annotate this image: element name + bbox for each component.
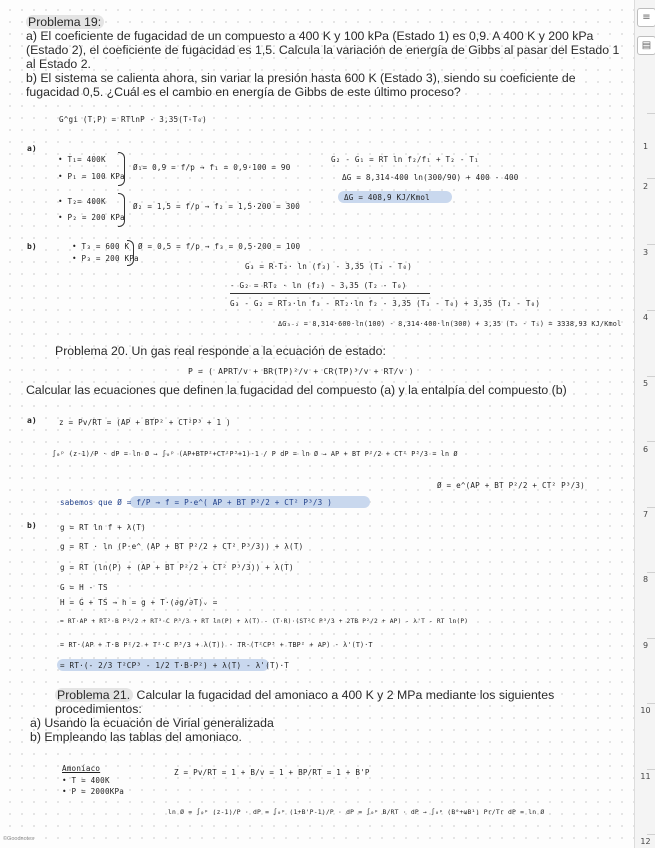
page-number-7[interactable]: 7 bbox=[642, 510, 649, 519]
hand-p1: • P₁ = 100 KPa bbox=[58, 172, 125, 181]
hand-gibbs-formula: G^gi (T,P) = RTlnP - 3,35(T-T₀) bbox=[59, 115, 207, 124]
hand-label-20b: b) bbox=[27, 521, 37, 530]
page-divider bbox=[647, 834, 655, 835]
hand-result-19b: ΔG₃₋₂ = 8,314·600·ln(100) - 8,314·400·ln(300) + 3,35 (T₂ - T₃) = 3338,93 KJ/Kmol bbox=[278, 320, 622, 328]
page-number-10[interactable]: 10 bbox=[640, 706, 651, 715]
hand-g-h-ts: G = H - TS bbox=[60, 583, 108, 592]
page-divider bbox=[647, 507, 655, 508]
hand-g3: G₃ = R·T₃· ln (f₃) - 3,35 (T₃ - T₀) bbox=[245, 262, 413, 271]
hand-g-def: g = RT ln f + λ(T) bbox=[60, 523, 146, 532]
hand-p3: • P₃ = 200 KPa bbox=[72, 254, 139, 263]
hand-deltaG-substitution: ΔG = 8,314·400 ln(300/90) + 400 - 400 bbox=[342, 173, 519, 182]
hand-phi3: Ø = 0,5 = f/p → f₃ = 0,5·200 = 100 bbox=[138, 242, 301, 251]
hand-label-a: a) bbox=[27, 144, 37, 153]
footer-watermark: ©Goodnotes bbox=[3, 836, 34, 842]
problem-21-part-b: b) Empleando las tablas del amoniaco. bbox=[30, 730, 242, 744]
problem-19-title: Problema 19: bbox=[26, 15, 104, 29]
page-divider bbox=[647, 113, 655, 114]
problem-21-part-a: a) Usando la ecuación de Virial generalizada bbox=[30, 716, 274, 730]
page-divider bbox=[647, 376, 655, 377]
hand-g2: - G₂ = RT₂ · ln (f₂) - 3,35 (T₂ - T₀) bbox=[230, 281, 407, 290]
document-icon[interactable]: ▤ bbox=[637, 36, 655, 55]
page-divider bbox=[647, 310, 655, 311]
hand-g3-minus-g2: G₃ - G₂ = RT₃·ln f₃ - RT₂·ln f₂ - 3,35 (T₃ - T₀) + 3,35 (T₂ - T₀) bbox=[230, 299, 541, 308]
page-number-4[interactable]: 4 bbox=[642, 313, 649, 322]
hand-phi2: Ø₂ = 1,5 = f/p → f₂ = 1,5·200 = 300 bbox=[133, 202, 301, 211]
hand-h-def: H = G + TS → h = g + T·(∂g/∂T)ᵥ = bbox=[60, 598, 218, 607]
hand-label-b: b) bbox=[27, 242, 37, 251]
hand-z-eq: z = Pv/RT = (AP + BTP² + CT²P³ + 1 ) bbox=[59, 418, 231, 427]
page-number-8[interactable]: 8 bbox=[642, 575, 649, 584]
hand-t1: • T₁= 400K bbox=[58, 155, 106, 164]
hand-p-2000: • P = 2000KPa bbox=[62, 787, 125, 796]
hand-result-19a: ΔG = 408,9 KJ/Kmol bbox=[344, 193, 430, 202]
problem-20-equation: P = ( APRT/v + BR(TP)²/v + CR(TP)³/v + RT/v ) bbox=[188, 367, 414, 376]
page-number-12[interactable]: 12 bbox=[640, 837, 651, 846]
hand-deltaG-formula: G₂ - G₁ = RT ln f₂/f₁ + T₂ - T₁ bbox=[331, 155, 479, 164]
problem-21-statement bbox=[26, 688, 626, 744]
page-number-5[interactable]: 5 bbox=[642, 379, 649, 388]
problem-20-title: Problema 20. Un gas real responde a la ecuación de estado: bbox=[55, 344, 386, 358]
problem-19-part-a: a) El coeficiente de fugacidad de un compuesto a 400 K y 100 kPa (Estado 1) es 0,9. A 400 K y 200 kPa (Estado 2), el coeficiente de fugacidad es 1,5. Calcula la variación de energía de Gibbs al pasar del Estado 1 al Estado 2. bbox=[26, 29, 620, 71]
hand-result-20a: sabemos que Ø = f/P → f = P·e^( AP + BT P²/2 + CT² P³/3 ) bbox=[60, 498, 332, 507]
hand-t-400: • T = 400K bbox=[62, 776, 110, 785]
page-divider bbox=[647, 441, 655, 442]
hand-p2: • P₂ = 200 KPa bbox=[58, 213, 125, 222]
page-divider bbox=[647, 572, 655, 573]
hand-h-simplified: = RT·(AP + T·B P²/2 + T²·C P³/3 + λ(T)) - TR·(T²CP³ + TBP² + AP) - λ'(T)·T bbox=[60, 641, 373, 649]
page-number-1[interactable]: 1 bbox=[642, 142, 649, 151]
brace-1 bbox=[118, 152, 125, 186]
problem-21-text: Calcular la fugacidad del amoniaco a 400 K y 2 MPa mediante los siguientes procedimientos: bbox=[55, 688, 555, 716]
hand-lnphi-virial: ln Ø = ∫₀ᵖ (z-1)/P · dP = ∫₀ᵖ (1+B'P-1)/P · dP = ∫₀ᵖ B/RT · dP → ∫₀ᵖ (B⁰+ωB¹) Pr/Tr dP = ln Ø bbox=[168, 808, 545, 816]
page-number-11[interactable]: 11 bbox=[640, 772, 651, 781]
problem-20-statement bbox=[26, 344, 626, 358]
hand-result-20b: = RT·(- 2/3 T²CP³ - 1/2 T·B·P²) + λ(T) - λ'(T)·T bbox=[60, 661, 290, 670]
page-thumbnail-rail[interactable] bbox=[634, 0, 655, 848]
hand-phi-exp: Ø = e^(AP + BT P²/2 + CT² P³/3) bbox=[437, 481, 585, 490]
hand-lnphi-integral: ∫₀ᵖ (z-1)/P · dP = ln Ø → ∫₀ᵖ (AP+BTP²+CT²P³+1)-1 / P dP = ln Ø → AP + BT P²/2 + CT² P³/3 = ln Ø bbox=[52, 450, 458, 458]
brace-2 bbox=[118, 193, 125, 227]
page-divider bbox=[647, 638, 655, 639]
hand-label-20a: a) bbox=[27, 416, 37, 425]
page-divider bbox=[647, 244, 655, 245]
page-number-9[interactable]: 9 bbox=[642, 641, 649, 650]
page-number-6[interactable]: 6 bbox=[642, 445, 649, 454]
problem-21-title: Problema 21. bbox=[55, 688, 133, 702]
hand-h-expanded: = RT·AP + RT²·B P²/2 + RT³·C P³/3 + RT ln(P) + λ(T) - (T·R)·(ST²C P³/3 + 2TB P²/2 + AP) - λ'T - RT ln(P) bbox=[60, 618, 469, 625]
hand-g-sub: g = RT · ln (P·e^ (AP + BT P²/2 + CT² P³/3)) + λ(T) bbox=[60, 542, 304, 551]
hand-ammonia-label: Amoníaco bbox=[62, 764, 101, 773]
hand-t3: • T₃ = 600 K bbox=[72, 242, 130, 251]
subtraction-line bbox=[230, 293, 430, 294]
hand-t2: • T₂= 400K bbox=[58, 197, 106, 206]
page-divider bbox=[647, 178, 655, 179]
problem-20-question: Calcular las ecuaciones que definen la fugacidad del compuesto (a) y la entalpía del compuesto (b) bbox=[26, 383, 567, 397]
hand-phi1: Ø₁= 0,9 = f/p → f₁ = 0,9·100 = 90 bbox=[133, 163, 291, 172]
hand-virial-z: Z = Pv/RT = 1 + B/v = 1 + BP/RT = 1 + B'P bbox=[174, 768, 370, 777]
problem-20-question-block bbox=[26, 383, 626, 397]
problem-19-statement bbox=[26, 15, 626, 99]
page-number-3[interactable]: 3 bbox=[642, 248, 649, 257]
page-divider bbox=[647, 703, 655, 704]
menu-icon[interactable]: ≡ bbox=[637, 8, 655, 27]
page-number-2[interactable]: 2 bbox=[642, 182, 649, 191]
page-divider bbox=[647, 769, 655, 770]
problem-19-part-b: b) El sistema se calienta ahora, sin variar la presión hasta 600 K (Estado 3), siendo su coeficiente de fugacidad 0,5. ¿Cuál es el cambio en energía de Gibbs de este último proceso? bbox=[26, 71, 576, 99]
hand-g-expanded: g = RT (ln(P) + (AP + BT P²/2 + CT² P³/3)) + λ(T) bbox=[60, 563, 294, 572]
brace-3 bbox=[127, 240, 134, 266]
